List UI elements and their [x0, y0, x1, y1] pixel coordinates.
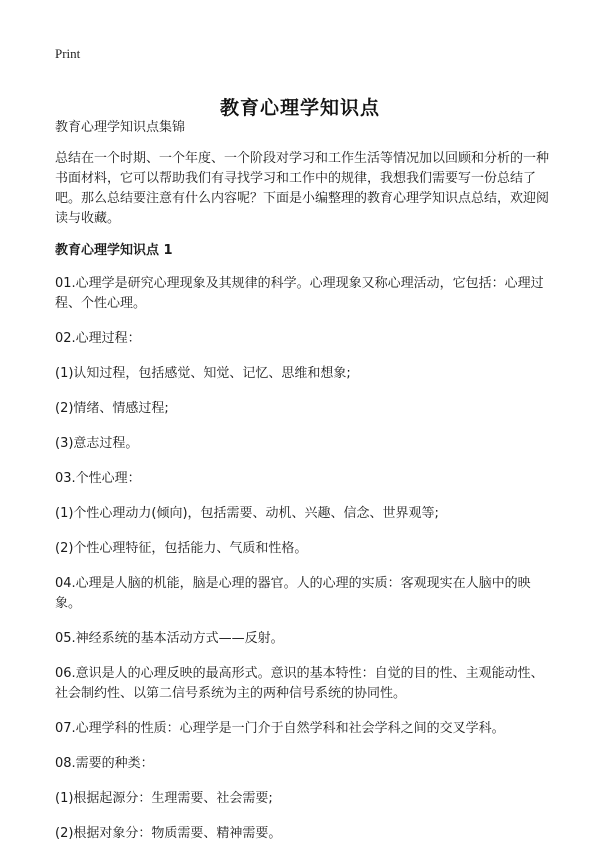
document-body [55, 118, 555, 859]
list-item: (1)根据起源分：生理需要、社会需要; [55, 791, 273, 806]
section-heading: 教育心理学知识点 1 [55, 243, 173, 258]
list-item: (2)情绪、情感过程; [55, 401, 169, 416]
list-item: 05.神经系统的基本活动方式——反射。 [55, 631, 284, 646]
list-item: (3)意志过程。 [55, 436, 139, 451]
document-subtitle: 教育心理学知识点集锦 [55, 120, 186, 135]
list-item: 04.心理是人脑的机能，脑是心理的器官。人的心理的实质：客观现实在人脑中的映象。 [55, 576, 531, 611]
page-title: 教育心理学知识点 [219, 96, 380, 119]
list-item: (1)认知过程，包括感觉、知觉、记忆、思维和想象; [55, 366, 351, 381]
print-link[interactable]: Print [55, 46, 81, 61]
list-item: (2)个性心理特征，包括能力、气质和性格。 [55, 541, 308, 556]
list-item: 07.心理学科的性质：心理学是一门介于自然学科和社会学科之间的交叉学科。 [55, 721, 505, 736]
list-item: (1)个性心理动力(倾向)，包括需要、动机、兴趣、信念、世界观等; [55, 506, 439, 521]
intro-paragraph: 总结在一个时期、一个年度、一个阶段对学习和工作生活等情况加以回顾和分析的一种书面材料，它可以帮助我们有寻找学习和工作中的规律，我想我们需要写一份总结了吧。那么总结要注意有什么内容呢？下面是小编整理的教育心理学知识点总结，欢迎阅读与收藏。 [55, 151, 550, 226]
list-item: 03.个性心理： [55, 471, 141, 486]
list-item: 02.心理过程： [55, 331, 141, 346]
list-item: 06.意识是人的心理反映的最高形式。意识的基本特性：自觉的目的性、主观能动性、社会制约性、以第二信号系统为主的两种信号系统的协同性。 [55, 666, 544, 701]
list-item: 01.心理学是研究心理现象及其规律的科学。心理现象又称心理活动，它包括：心理过程、个性心理。 [55, 276, 544, 311]
list-item: 08.需要的种类： [55, 756, 154, 771]
list-item: (2)根据对象分：物质需要、精神需要。 [55, 826, 282, 841]
